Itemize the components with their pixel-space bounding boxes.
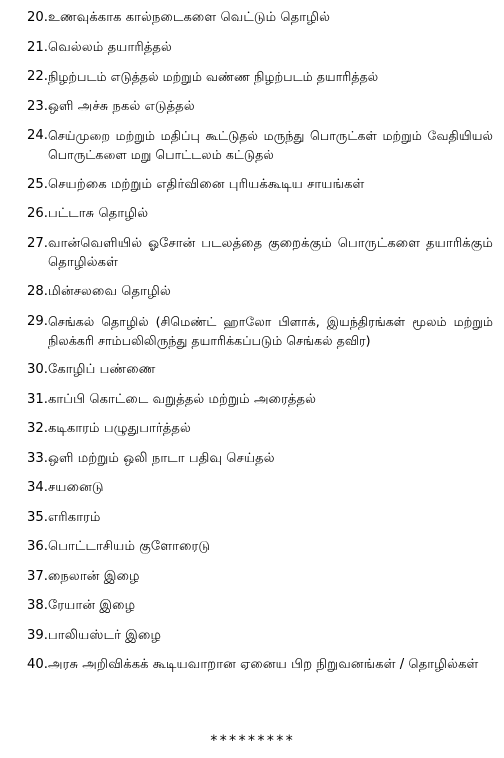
list-item: [27, 567, 493, 597]
item-text: காப்பி கொட்டை வறுத்தல் மற்றும் அரைத்தல்: [47, 391, 317, 407]
list-item: [27, 126, 493, 175]
item-number: 39.: [27, 627, 48, 643]
item-text: மின்சலவை தொழில்: [47, 284, 171, 299]
list-item: [27, 655, 493, 704]
item-text: நிழற்படம் எடுத்தல் மற்றும் வண்ண நிழற்படம் தயாரித்தல்: [47, 69, 379, 84]
list-item: [27, 596, 493, 626]
list-item: [27, 234, 493, 283]
item-text: சயனைடு: [47, 480, 104, 495]
list-item: [27, 508, 493, 538]
list-item: [27, 449, 493, 479]
item-text: பட்டாசு தொழில்: [47, 206, 149, 221]
item-number: 20.: [27, 10, 48, 25]
list-item: [27, 360, 493, 390]
item-number: 26.: [27, 206, 48, 221]
item-number: 29.: [27, 313, 48, 329]
item-number: 30.: [27, 362, 48, 377]
end-of-document-marker: *********: [209, 733, 295, 749]
item-number: 40.: [27, 657, 48, 672]
item-text: செய்முறை மற்றும் மதிப்பு கூட்டுதல் மருந்து பொருட்கள் மற்றும் வேதியியல் பொருட்களை மறு பொட்டலம் கட்டுதல்: [47, 128, 493, 162]
list-item: [27, 175, 493, 205]
item-number: 32.: [27, 421, 48, 436]
item-text: கோழிப் பண்ணை: [47, 362, 156, 377]
item-number: 37.: [27, 568, 48, 584]
item-text: வான்வெளியில் ஓசோன் படலத்தை குறைக்கும் பொருட்களை தயாரிக்கும் தொழில்கள்: [47, 235, 493, 270]
item-text: பாலியஸ்டர் இழை: [47, 627, 162, 643]
item-text: நைலான் இழை: [47, 568, 140, 584]
item-number: 27.: [27, 235, 48, 251]
list-item: [27, 626, 493, 656]
item-text: செயற்கை மற்றும் எதிர்வினை புரியக்கூடிய சாயங்கள்: [47, 176, 365, 192]
list-item: [27, 537, 493, 567]
item-text: உணவுக்காக கால்நடைகளை வெட்டும் தொழில்: [47, 10, 331, 25]
item-text: கடிகாரம் பழுதுபார்த்தல்: [47, 421, 191, 436]
item-number: 36.: [27, 539, 48, 554]
item-text: எரிகாரம்: [47, 509, 101, 525]
list-item: [27, 312, 493, 361]
list-item: [27, 419, 493, 449]
item-text: பொட்டாசியம் குளோரைடு: [47, 539, 211, 554]
item-number: 33.: [27, 450, 48, 466]
list-item: [27, 204, 493, 234]
list-item: [27, 390, 493, 420]
list-item: [27, 8, 493, 38]
item-number: 35.: [27, 509, 48, 525]
item-text: வெல்லம் தயாரித்தல்: [47, 39, 172, 55]
item-text: செங்கல் தொழில் (சிமெண்ட் ஹாலோ பிளாக், இயந்திரங்கள் மூலம் மற்றும் நிலக்கரி சாம்பலிலிருந்து தயாரிக்கப்படும் செங்கல் தவிர): [47, 313, 493, 348]
item-text: அரசு அறிவிக்கக் கூடியவாறான ஏனைய பிற நிறுவனங்கள் / தொழில்கள்: [47, 657, 479, 672]
item-number: 25.: [27, 176, 48, 192]
list-item: [27, 38, 493, 68]
item-text: ஒளி அச்சு நகல் எடுத்தல்: [47, 98, 195, 114]
list-item: [27, 97, 493, 127]
item-number: 24.: [27, 128, 48, 143]
list-item: [27, 478, 493, 508]
list-item: [27, 282, 493, 312]
item-number: 23.: [27, 98, 48, 114]
list-item: [27, 67, 493, 97]
numbered-list: [27, 8, 493, 704]
item-number: 31.: [27, 391, 48, 407]
item-number: 21.: [27, 39, 48, 55]
item-number: 28.: [27, 284, 48, 299]
item-number: 22.: [27, 69, 48, 84]
item-number: 38.: [27, 598, 48, 613]
item-number: 34.: [27, 480, 48, 495]
item-text: ரேயான் இழை: [47, 598, 136, 613]
item-text: ஒளி மற்றும் ஒலி நாடா பதிவு செய்தல்: [47, 450, 275, 466]
